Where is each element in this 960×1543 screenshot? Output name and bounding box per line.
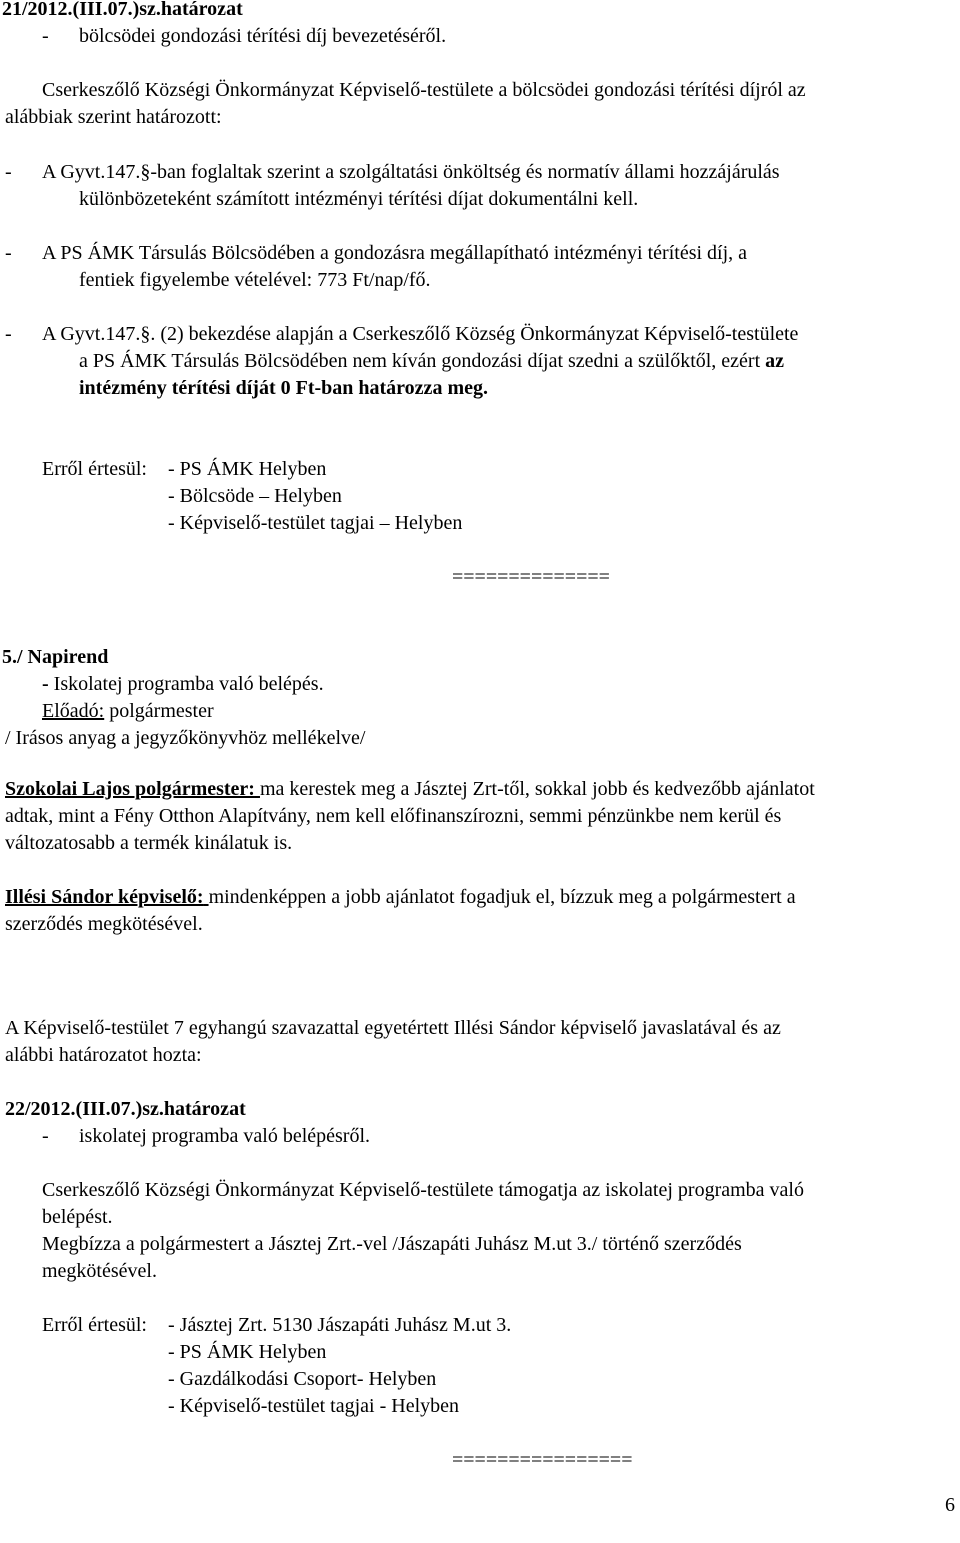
- agenda-written-material: / Irásos anyag a jegyzőkönyvhöz mellékelve/: [5, 727, 366, 749]
- resolution-21-intro-line1: Cserkeszőlő Községi Önkormányzat Képviselő-testülete a bölcsödei gondozási térítési díjról az: [42, 79, 806, 101]
- vote-line1: A Képviselő-testület 7 egyhangú szavazattal egyetértett Illési Sándor képviselő javaslatával és az: [5, 1017, 781, 1039]
- speech-2-line2: szerződés megkötésével.: [5, 913, 203, 935]
- speaker-name: Szokolai Lajos polgármester:: [5, 778, 255, 800]
- agenda-presenter: Előadó: polgármester: [42, 700, 214, 722]
- separator: ================: [452, 1449, 633, 1471]
- agenda-number: 5./ Napirend: [2, 646, 109, 668]
- speech-1-line3: változatosabb a termék kinálatuk is.: [5, 832, 293, 854]
- notify-line: - PS ÁMK Helyben: [168, 1341, 327, 1363]
- notify-line: - Gazdálkodási Csoport- Helyben: [168, 1368, 437, 1390]
- notify-label: Erről értesül:: [42, 458, 147, 480]
- vote-line2: alábbi határozatot hozta:: [5, 1044, 202, 1066]
- resolution-22-subject: - iskolatej programba való belépésről.: [42, 1125, 371, 1147]
- notify-line: - Bölcsöde – Helyben: [168, 485, 342, 507]
- item3-line1: - A Gyvt.147.§. (2) bekezdése alapján a Cserkeszőlő Község Önkormányzat Képviselő-testülete: [5, 323, 799, 345]
- item1-line2: különbözeteként számított intézményi térítési díjat dokumentálni kell.: [79, 188, 639, 210]
- notify-line: - PS ÁMK Helyben: [168, 458, 327, 480]
- resolution-22-title: 22/2012.(III.07.)sz.határozat: [5, 1098, 246, 1120]
- item2-line1: - A PS ÁMK Társulás Bölcsödében a gondozásra megállapítható intézményi térítési díj, a: [5, 242, 748, 264]
- item3-line3: intézmény térítési díját 0 Ft-ban határozza meg.: [79, 377, 488, 399]
- resolution-21-title: 21/2012.(III.07.)sz.határozat: [2, 0, 243, 20]
- resolution-22-body1-line1: Cserkeszőlő Községi Önkormányzat Képviselő-testülete támogatja az iskolatej programba való: [42, 1179, 804, 1201]
- item3-line2: a PS ÁMK Társulás Bölcsödében nem kíván gondozási díjat szedni a szülőktől, ezért az: [79, 350, 785, 372]
- notify-label: Erről értesül:: [42, 1314, 147, 1336]
- resolution-22-body1-line2: belépést.: [42, 1206, 113, 1228]
- separator: ==============: [452, 566, 610, 588]
- notify-line: - Jásztej Zrt. 5130 Jászapáti Juhász M.ut 3.: [168, 1314, 512, 1336]
- page-number: 6: [945, 1494, 955, 1516]
- resolution-21-intro-line2: alábbiak szerint határozott:: [5, 106, 222, 128]
- speech-2-line1: Illési Sándor képviselő: mindenképpen a jobb ajánlatot fogadjuk el, bízzuk meg a polgármestert a: [5, 886, 796, 908]
- speech-1-line2: adtak, mint a Fény Otthon Alapítvány, nem kell előfinanszírozni, semmi pénzünkbe nem kerül és: [5, 805, 782, 827]
- item1-line1: - A Gyvt.147.§-ban foglaltak szerint a szolgáltatási önköltség és normatív állami hozzájárulás: [5, 161, 780, 183]
- item2-line2: fentiek figyelembe vételével: 773 Ft/nap/fő.: [79, 269, 431, 291]
- notify-line: - Képviselő-testület tagjai – Helyben: [168, 512, 463, 534]
- speech-1-line1: Szokolai Lajos polgármester: ma kerestek meg a Jásztej Zrt-től, sokkal jobb és kedvezőbb ajánlatot: [5, 778, 815, 800]
- resolution-22-body2-line1: Megbízza a polgármestert a Jásztej Zrt.-vel /Jászapáti Juhász M.ut 3./ történő szerződés: [42, 1233, 742, 1255]
- agenda-topic: - Iskolatej programba való belépés.: [42, 673, 324, 695]
- resolution-21-subject: - bölcsödei gondozási térítési díj bevezetéséről.: [42, 25, 447, 47]
- resolution-22-body2-line2: megkötésével.: [42, 1260, 157, 1282]
- speaker-name: Illési Sándor képviselő:: [5, 886, 204, 908]
- notify-line: - Képviselő-testület tagjai - Helyben: [168, 1395, 460, 1417]
